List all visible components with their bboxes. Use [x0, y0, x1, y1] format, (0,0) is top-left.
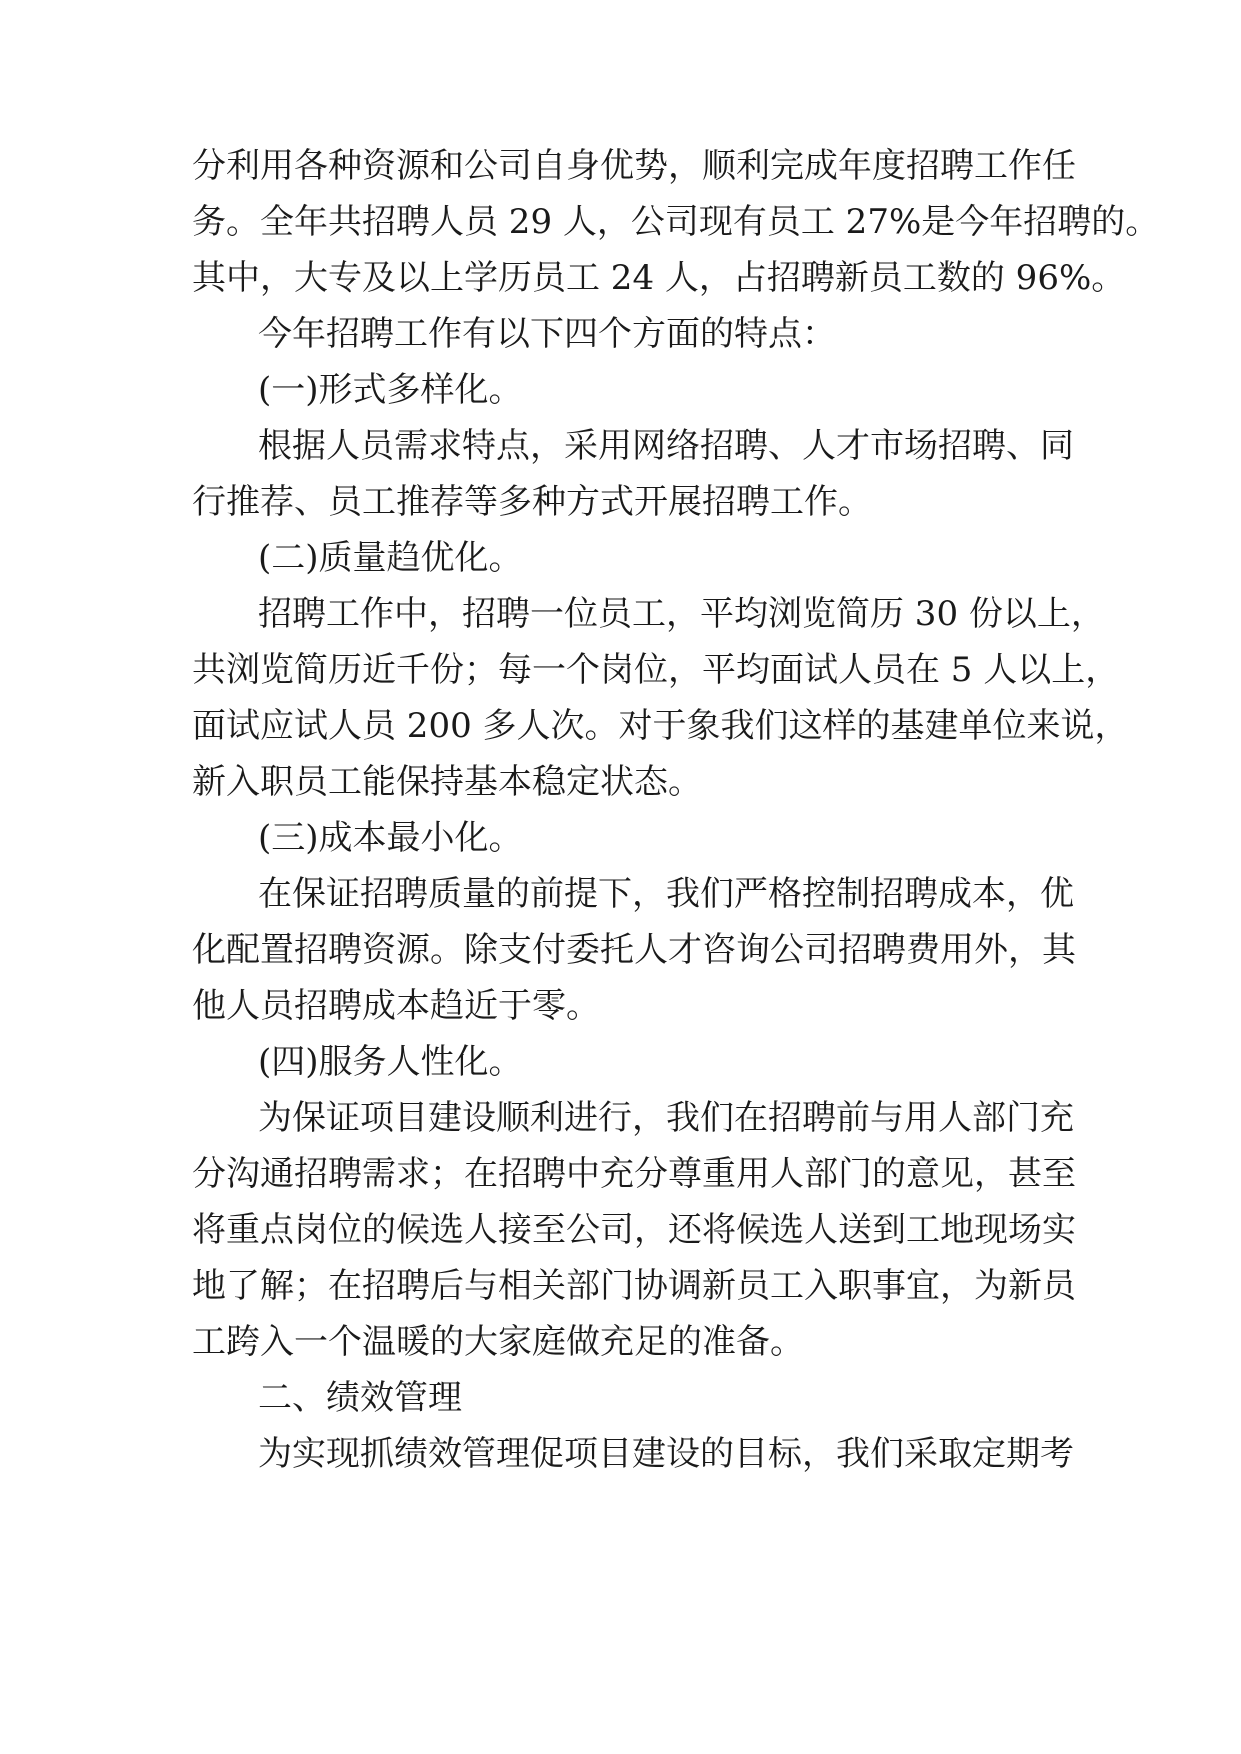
text-line: 今年招聘工作有以下四个方面的特点： — [258, 314, 836, 354]
text-line: 根据人员需求特点，采用网络招聘、人才市场招聘、同 — [258, 426, 1074, 466]
text-line: 化配置招聘资源。除支付委托人才咨询公司招聘费用外，其 — [192, 930, 1076, 970]
text-line: 将重点岗位的候选人接至公司，还将候选人送到工地现场实 — [192, 1210, 1076, 1250]
text-line: 他人员招聘成本趋近于零。 — [192, 986, 600, 1026]
text-line: 其中，大专及以上学历员工 24 人，占招聘新员工数的 96%。 — [192, 258, 1126, 298]
text-line: 分沟通招聘需求；在招聘中充分尊重用人部门的意见，甚至 — [192, 1154, 1076, 1194]
text-line: 招聘工作中，招聘一位员工，平均浏览简历 30 份以上， — [258, 594, 1105, 634]
section-heading: (三)成本最小化。 — [258, 818, 523, 858]
section-heading: (二)质量趋优化。 — [258, 538, 523, 578]
text-line: 新入职员工能保持基本稳定状态。 — [192, 762, 702, 802]
text-line: 面试应试人员 200 多人次。对于象我们这样的基建单位来说， — [192, 706, 1129, 746]
text-line: 地了解；在招聘后与相关部门协调新员工入职事宜，为新员 — [192, 1266, 1076, 1306]
chapter-heading: 二、绩效管理 — [258, 1378, 462, 1418]
text-line: 为实现抓绩效管理促项目建设的目标，我们采取定期考 — [258, 1434, 1074, 1474]
text-line: 工跨入一个温暖的大家庭做充足的准备。 — [192, 1322, 804, 1362]
text-line: 分利用各种资源和公司自身优势，顺利完成年度招聘工作任 — [192, 146, 1076, 186]
section-heading: (一)形式多样化。 — [258, 370, 523, 410]
text-line: 为保证项目建设顺利进行，我们在招聘前与用人部门充 — [258, 1098, 1074, 1138]
text-line: 共浏览简历近千份；每一个岗位，平均面试人员在 5 人以上， — [192, 650, 1120, 690]
text-line: 行推荐、员工推荐等多种方式开展招聘工作。 — [192, 482, 872, 522]
section-heading: (四)服务人性化。 — [258, 1042, 523, 1082]
text-line: 务。全年共招聘人员 29 人，公司现有员工 27%是今年招聘的。 — [192, 202, 1160, 242]
text-line: 在保证招聘质量的前提下，我们严格控制招聘成本，优 — [258, 874, 1074, 914]
